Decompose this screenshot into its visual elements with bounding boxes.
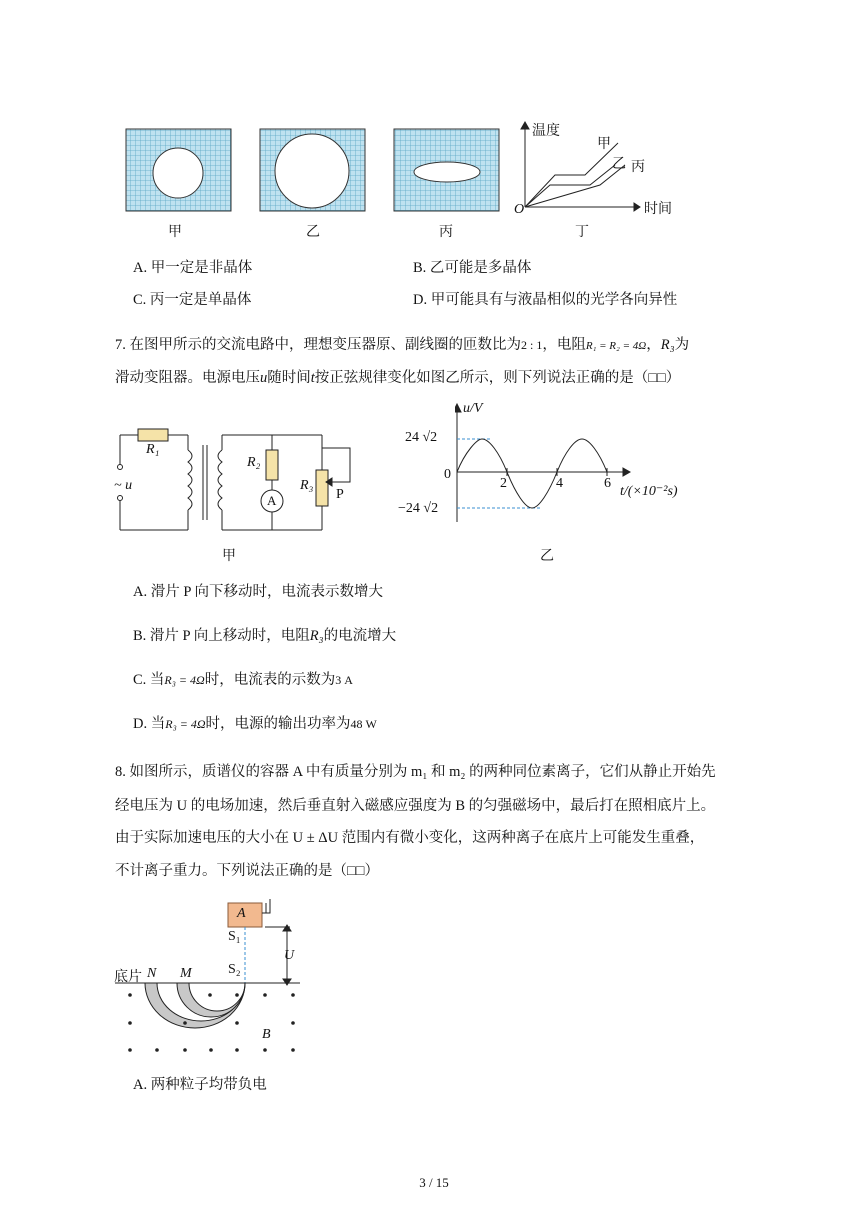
q6-option-d: D. 甲可能具有与液晶相似的光学各向异性 [413, 292, 678, 308]
q8-stem-line2: 经电压为 U 的电场加速，然后垂直射入磁感应强度为 B 的匀强磁场中，最后打在照相底片上。 [115, 798, 716, 814]
sample-jia [126, 129, 231, 211]
q6-caption-yi: 乙 [306, 225, 320, 240]
q7-graph-ytick-top: 24 √2 [405, 430, 438, 445]
q7-source-label: ~ u [114, 478, 133, 493]
q7-option-a: A. 滑片 P 向下移动时，电流表示数增大 [133, 584, 383, 600]
q6-graph-ylabel: 温度 [532, 124, 560, 139]
q7-slider-label: P [336, 487, 344, 502]
q7-graph-ylabel: u/V [463, 401, 483, 416]
q7-r2-label: R₂ [247, 455, 261, 470]
q7-r1-label: R₁ [146, 442, 160, 457]
q6-graph-curve-yi: 乙 [612, 157, 626, 172]
q6-option-b: B. 乙可能是多晶体 [413, 260, 532, 276]
sample-yi [260, 129, 365, 211]
q7-graph-origin: 0 [444, 467, 451, 482]
q7-ammeter-label: A [267, 493, 277, 508]
q7-graph-ytick-bottom: −24 √2 [398, 501, 439, 516]
sample-bing [394, 129, 499, 211]
q7-circuit-diagram [110, 420, 370, 540]
q6-option-a: A. 甲一定是非晶体 [133, 260, 253, 276]
page-number: 3 / 15 [419, 1175, 449, 1190]
q6-caption-jia: 甲 [168, 225, 182, 240]
q7-option-c: C. 当R₃ = 4Ω时，电流表的示数为3 A [133, 672, 353, 688]
q6-graph-xlabel: 时间 [644, 202, 672, 217]
q7-stem-line1: 7. 在图甲所示的交流电路中，理想变压器原、副线圈的匝数比为2 : 1，电阻R₁ = R₂ = 4Ω，R₃为 [115, 337, 690, 353]
q6-option-c: C. 丙一定是单晶体 [133, 292, 252, 308]
q7-option-b: B. 滑片 P 向上移动时，电阻R₃的电流增大 [133, 628, 397, 644]
q7-option-d: D. 当R₃ = 4Ω时，电源的输出功率为48 W [133, 716, 377, 732]
q8-stem-line4: 不计离子重力。下列说法正确的是（□□） [115, 863, 380, 879]
q8-m-label: M [180, 966, 192, 981]
q8-u-label: U [284, 948, 295, 963]
q8-b-label: B [262, 1027, 271, 1042]
q8-option-a: A. 两种粒子均带负电 [133, 1077, 267, 1093]
q8-film-label: 底片 [114, 970, 142, 985]
q8-s1-label: S₁ [228, 929, 241, 944]
q7-graph-caption: 乙 [540, 549, 554, 564]
q7-graph-xtick-4: 4 [556, 476, 563, 491]
q8-n-label: N [147, 966, 157, 981]
q7-graph-xlabel: t/(×10⁻²s) [620, 484, 678, 499]
q6-graph-curve-jia: 甲 [597, 137, 611, 152]
q7-graph-xtick-2: 2 [500, 476, 507, 491]
q7-circuit-caption: 甲 [222, 549, 236, 564]
q8-stem-line3: 由于实际加速电压的大小在 U ± ΔU 范围内有微小变化，这两种离子在底片上可能发生重叠， [115, 830, 705, 846]
q7-r3-label: R₃ [300, 478, 314, 493]
q8-s2-label: S₂ [228, 962, 241, 977]
q6-graph-curve-bing: 丙 [631, 160, 645, 175]
q6-caption-bing: 丙 [439, 225, 453, 240]
q8-box-label: A [237, 906, 246, 921]
q8-stem-line1: 8. 如图所示，质谱仪的容器 A 中有质量分别为 m₁ 和 m₂ 的两种同位素离子，它们从静止开始先 [115, 764, 716, 780]
q7-voltage-graph [455, 400, 645, 530]
q7-stem-line2: 滑动变阻器。电源电压u随时间t按正弦规律变化如图乙所示，则下列说法正确的是（□□） [115, 370, 681, 386]
q6-graph-origin: O [514, 202, 525, 217]
q6-caption-ding: 丁 [575, 225, 589, 240]
q7-graph-xtick-6: 6 [604, 476, 611, 491]
q8-mass-spectrometer-figure [115, 895, 315, 1065]
